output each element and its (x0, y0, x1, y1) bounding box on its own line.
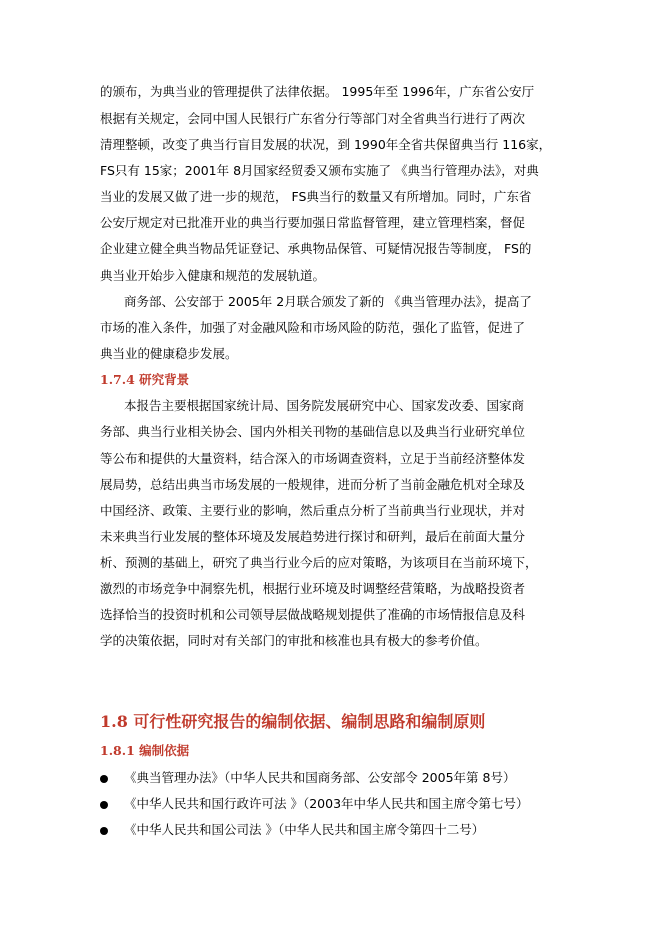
paragraph-line: 典当业的健康稳步发展。 (100, 346, 238, 361)
paragraph-line: 析、预测的基础上，研究了典当行业今后的应对策略，为该项目在当前环境下， (100, 555, 538, 570)
paragraph-line: 当业的发展又做了进一步的规范， FS典当行的数量又有所增加。同时，广东省 (100, 189, 532, 204)
section-heading-1-8-1: 1.8.1 编制依据 (100, 743, 190, 758)
paragraph-line: FS只有 15家；2001年 8月国家经贸委又颁布实施了 《典当行管理办法》，对典 (100, 163, 539, 178)
bullet-icon (100, 801, 108, 809)
paragraph-line: 激烈的市场竞争中洞察先机，根据行业环境及时调整经营策略，为战略投资者 (100, 581, 526, 596)
paragraph-line: 等公布和提供的大量资料，结合深入的市场调查资料，立足于当前经济整体发 (100, 451, 526, 466)
list-item: 《典当管理办法》（中华人民共和国商务部、公安部令 2005年第 8号） (124, 770, 516, 785)
paragraph-line: 选择恰当的投资时机和公司领导层做战略规划提供了准确的市场情报信息及科 (100, 607, 526, 622)
list-item: 《中华人民共和国公司法 》（中华人民共和国主席令第四十二号） (124, 822, 485, 837)
paragraph-line: 本报告主要根据国家统计局、国务院发展研究中心、国家发改委、国家商 (124, 398, 525, 413)
paragraph-line: 公安厅规定对已批准开业的典当行要加强日常监督管理，建立管理档案，督促 (100, 215, 526, 230)
paragraph-line: 展局势，总结出典当市场发展的一般规律，进而分析了当前金融危机对全球及 (100, 477, 526, 492)
paragraph-line: 务部、典当行业相关协会、国内外相关刊物的基础信息以及典当行业研究单位 (100, 424, 526, 439)
paragraph-line: 中国经济、政策、主要行业的影响，然后重点分析了当前典当行业现状，并对 (100, 503, 526, 518)
paragraph-line: 商务部、公安部于 2005年 2月联合颁发了新的 《典当管理办法》，提高了 (124, 294, 532, 309)
paragraph-line: 典当业开始步入健康和规范的发展轨道。 (100, 268, 326, 283)
bullet-icon (100, 775, 108, 783)
paragraph-line: 学的决策依据，同时对有关部门的审批和核准也具有极大的参考价值。 (100, 633, 488, 648)
paragraph-line: 企业建立健全典当物品凭证登记、承典物品保管、可疑情况报告等制度， FS的 (100, 241, 532, 256)
paragraph-line: 清理整顿，改变了典当行盲目发展的状况，到 1990年全省共保留典当行 116家， (100, 137, 552, 152)
paragraph-line: 未来典当行业发展的整体环境及发展趋势进行探讨和研判，最后在前面大量分 (100, 529, 526, 544)
section-heading-1-8: 1.8 可行性研究报告的编制依据、编制思路和编制原则 (100, 712, 486, 731)
bullet-icon (100, 827, 108, 835)
list-item: 《中华人民共和国行政许可法 》（2003年中华人民共和国主席令第七号） (124, 796, 529, 811)
paragraph-line: 的颁布，为典当业的管理提供了法律依据。 1995年至 1996年，广东省公安厅 (100, 84, 535, 99)
paragraph-line: 市场的准入条件，加强了对金融风险和市场风险的防范，强化了监管，促进了 (100, 320, 526, 335)
section-heading-1-7-4: 1.7.4 研究背景 (100, 372, 190, 387)
paragraph-line: 根据有关规定，会同中国人民银行广东省分行等部门对全省典当行进行了两次 (100, 111, 526, 126)
